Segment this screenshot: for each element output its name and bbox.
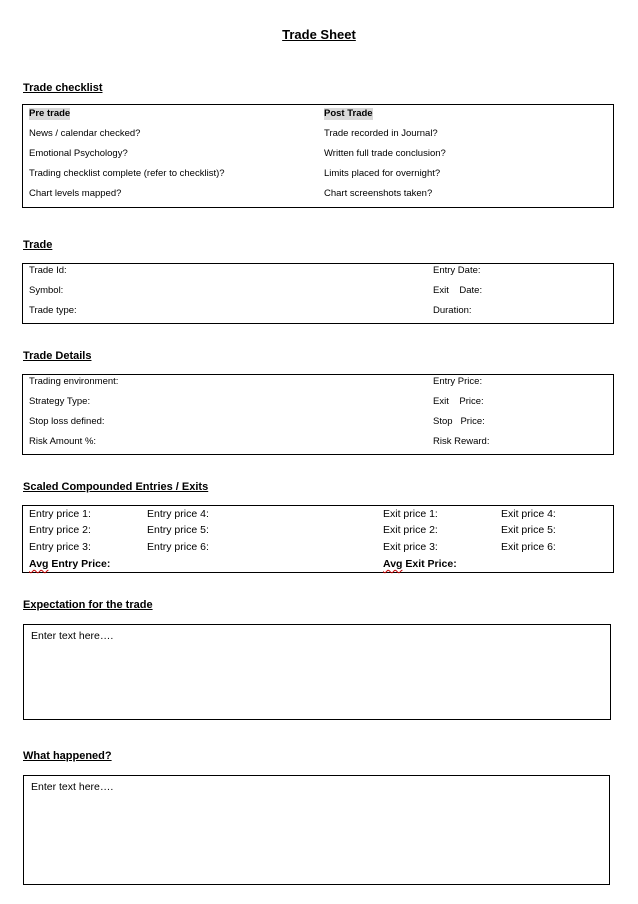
avg-entry-price-field[interactable] (29, 558, 110, 571)
symbol-field[interactable]: Symbol: (29, 285, 64, 296)
exit-price-6-field[interactable]: Exit price 6: (501, 541, 556, 553)
entry-date-field[interactable]: Entry Date: (433, 265, 481, 276)
expectation-heading: Expectation for the trade (23, 599, 153, 611)
trade-box (22, 263, 614, 324)
pre-item[interactable]: News / calendar checked? (29, 128, 141, 139)
avg-exit-label: Exit Price: (402, 558, 457, 570)
trade-id-field[interactable]: Trade Id: (29, 265, 67, 276)
pre-item[interactable]: Trading checklist complete (refer to checklist)? (29, 168, 225, 179)
scaled-heading: Scaled Compounded Entries / Exits (23, 481, 209, 493)
happened-heading: What happened? (23, 750, 112, 762)
avg-word: Avg (29, 558, 49, 570)
exit-price-3-field[interactable]: Exit price 3: (383, 541, 438, 553)
exit-price-2-field[interactable]: Exit price 2: (383, 524, 438, 536)
risk-reward-field[interactable]: Risk Reward: (433, 436, 490, 447)
pre-item[interactable]: Chart levels mapped? (29, 188, 122, 199)
exit-date-field[interactable]: Exit Date: (433, 285, 483, 296)
post-item[interactable]: Trade recorded in Journal? (324, 128, 438, 139)
stop-price-field[interactable]: Stop Price: (433, 416, 485, 427)
page-title: Trade Sheet (282, 27, 356, 42)
entry-price-3-field[interactable]: Entry price 3: (29, 541, 91, 553)
avg-exit-price-field[interactable] (383, 558, 457, 571)
duration-field[interactable]: Duration: (433, 305, 472, 316)
risk-amount-field[interactable]: Risk Amount %: (29, 436, 97, 447)
avg-entry-label: Entry Price: (48, 558, 111, 570)
details-heading: Trade Details (23, 350, 92, 362)
post-item[interactable]: Written full trade conclusion? (324, 148, 446, 159)
post-trade-header: Post Trade (324, 108, 373, 119)
post-item[interactable]: Limits placed for overnight? (324, 168, 441, 179)
scaled-box (22, 505, 614, 573)
trading-environment-field[interactable]: Trading environment: (29, 376, 119, 387)
pre-trade-header: Pre trade (29, 108, 71, 119)
details-box (22, 374, 614, 455)
post-item[interactable]: Chart screenshots taken? (324, 188, 433, 199)
checklist-heading: Trade checklist (23, 82, 103, 94)
entry-price-6-field[interactable]: Entry price 6: (147, 541, 209, 553)
entry-price-5-field[interactable]: Entry price 5: (147, 524, 209, 536)
entry-price-2-field[interactable]: Entry price 2: (29, 524, 91, 536)
checklist-box (22, 104, 614, 208)
exit-price-4-field[interactable]: Exit price 4: (501, 508, 556, 520)
exit-price-5-field[interactable]: Exit price 5: (501, 524, 556, 536)
entry-price-field[interactable]: Entry Price: (433, 376, 483, 387)
avg-word: Avg (383, 558, 403, 570)
strategy-type-field[interactable]: Strategy Type: (29, 396, 91, 407)
happened-textarea[interactable] (23, 775, 610, 885)
expectation-placeholder: Enter text here…. (31, 630, 114, 642)
pre-item[interactable]: Emotional Psychology? (29, 148, 128, 159)
entry-price-1-field[interactable]: Entry price 1: (29, 508, 91, 520)
exit-price-1-field[interactable]: Exit price 1: (383, 508, 438, 520)
expectation-textarea[interactable] (23, 624, 611, 720)
exit-price-field[interactable]: Exit Price: (433, 396, 484, 407)
entry-price-4-field[interactable]: Entry price 4: (147, 508, 209, 520)
happened-placeholder: Enter text here…. (31, 781, 114, 793)
stop-loss-field[interactable]: Stop loss defined: (29, 416, 105, 427)
trade-type-field[interactable]: Trade type: (29, 305, 77, 316)
trade-heading: Trade (23, 239, 53, 251)
